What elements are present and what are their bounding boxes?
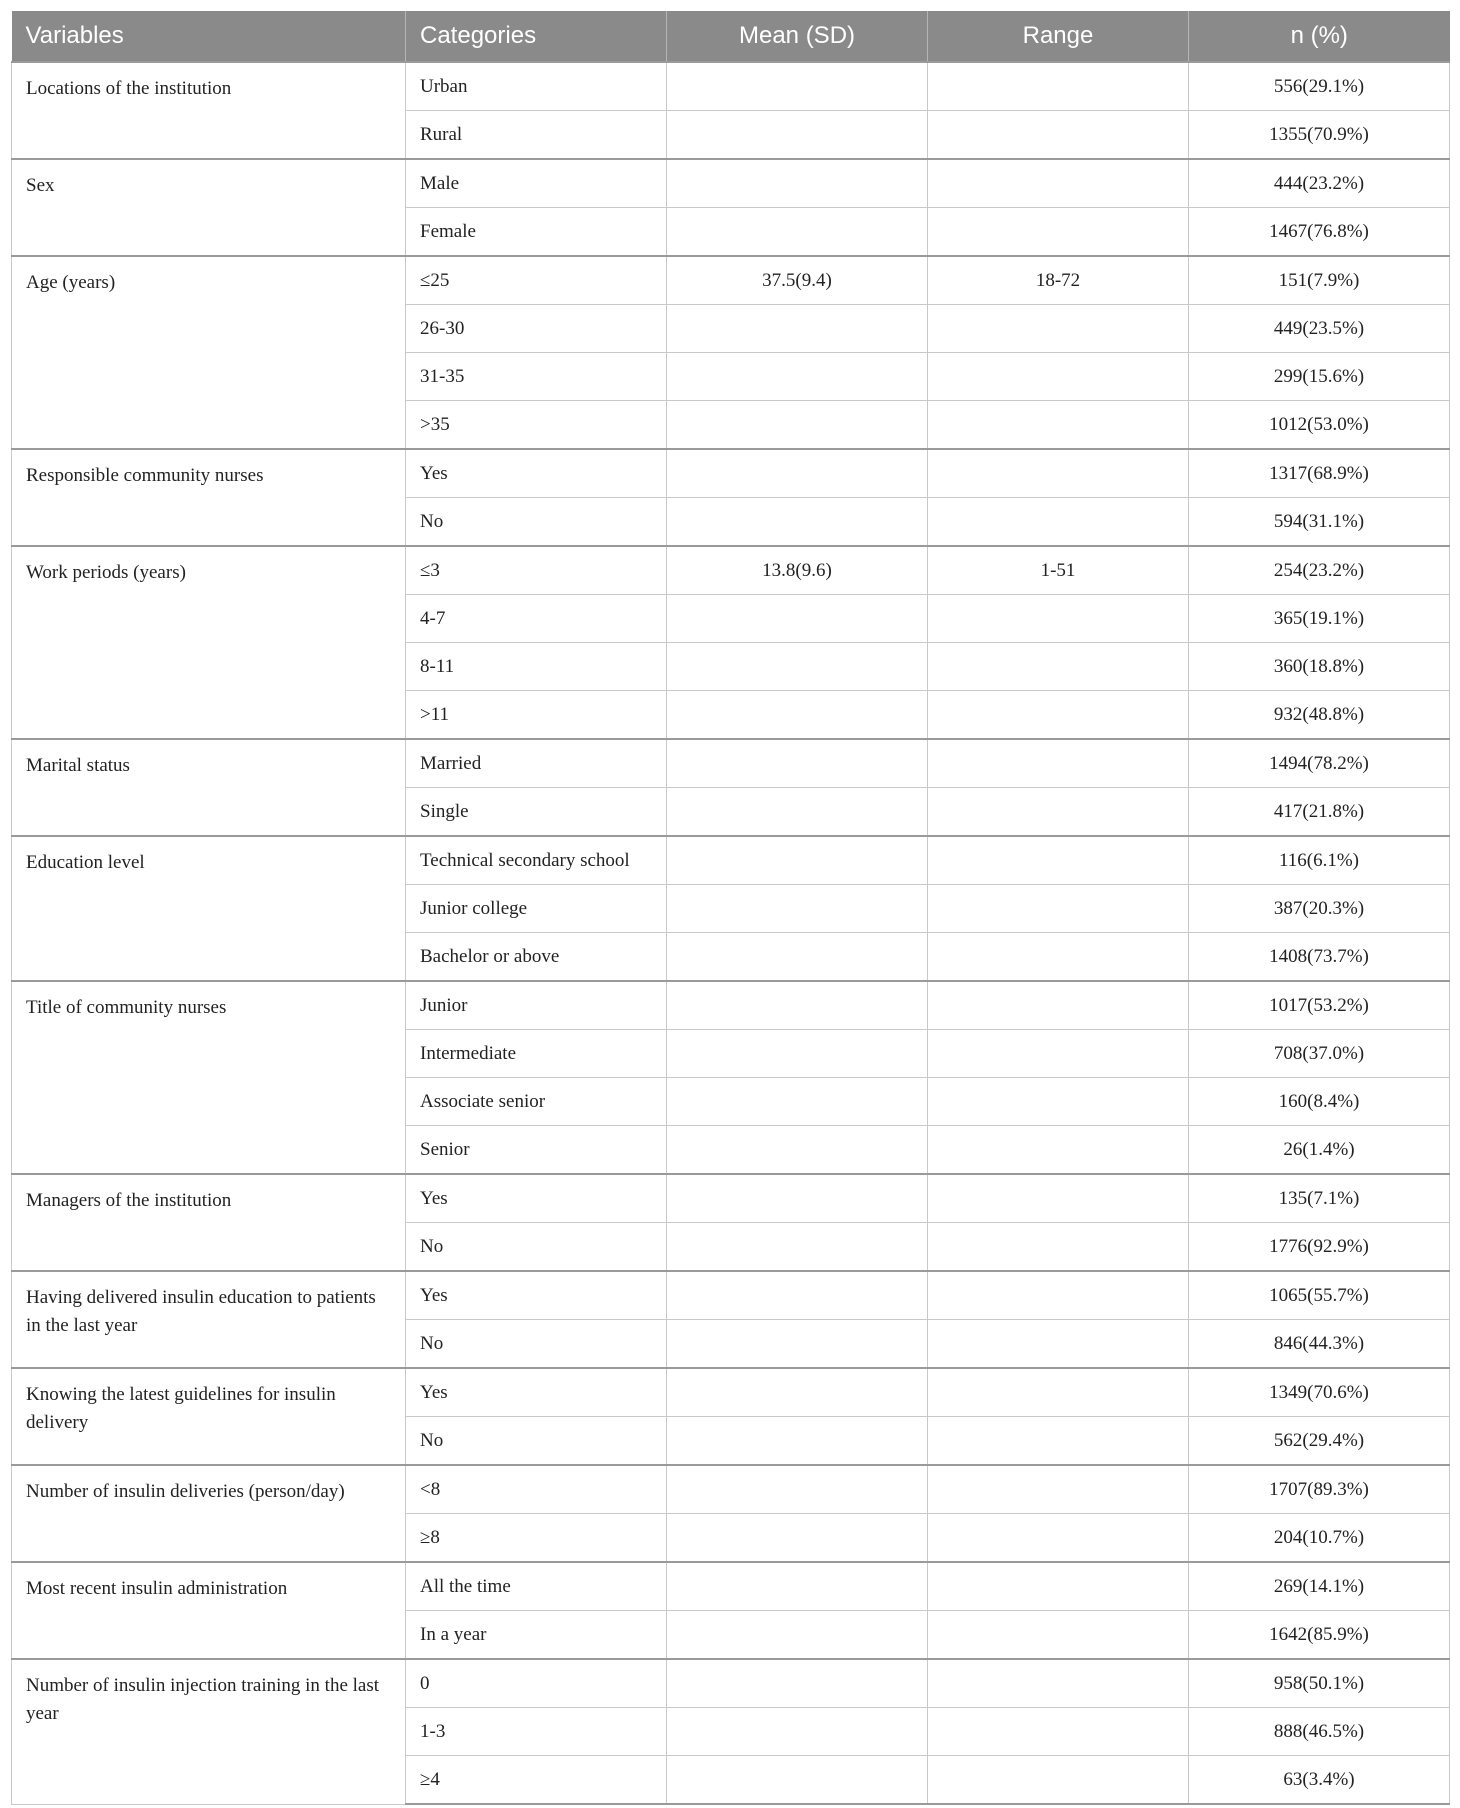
- category-cell: Senior: [406, 1126, 667, 1175]
- category-cell: Urban: [406, 62, 667, 111]
- n-percent-cell: 204(10.7%): [1189, 1514, 1450, 1563]
- n-percent-cell: 958(50.1%): [1189, 1659, 1450, 1708]
- mean-sd-cell: [667, 1126, 928, 1175]
- n-percent-cell: 365(19.1%): [1189, 595, 1450, 643]
- range-cell: [928, 1126, 1189, 1175]
- category-cell: Intermediate: [406, 1030, 667, 1078]
- n-percent-cell: 1642(85.9%): [1189, 1611, 1450, 1660]
- range-cell: [928, 208, 1189, 257]
- n-percent-cell: 299(15.6%): [1189, 353, 1450, 401]
- range-cell: [928, 1659, 1189, 1708]
- category-cell: No: [406, 1417, 667, 1466]
- header-variables: Variables: [12, 11, 406, 62]
- variable-cell: Locations of the institution: [12, 62, 406, 159]
- mean-sd-cell: [667, 885, 928, 933]
- range-cell: [928, 62, 1189, 111]
- category-cell: ≤3: [406, 546, 667, 595]
- n-percent-cell: 1012(53.0%): [1189, 401, 1450, 450]
- range-cell: [928, 353, 1189, 401]
- variable-cell: Title of community nurses: [12, 981, 406, 1174]
- range-cell: [928, 1417, 1189, 1466]
- category-cell: Yes: [406, 1174, 667, 1223]
- n-percent-cell: 1349(70.6%): [1189, 1368, 1450, 1417]
- n-percent-cell: 1317(68.9%): [1189, 449, 1450, 498]
- table-header: [12, 11, 1450, 62]
- n-percent-cell: 160(8.4%): [1189, 1078, 1450, 1126]
- category-cell: ≥4: [406, 1756, 667, 1805]
- n-percent-cell: 387(20.3%): [1189, 885, 1450, 933]
- mean-sd-cell: [667, 111, 928, 160]
- variable-cell: Work periods (years): [12, 546, 406, 739]
- n-percent-cell: 449(23.5%): [1189, 305, 1450, 353]
- mean-sd-cell: [667, 1659, 928, 1708]
- table-row: [12, 546, 1450, 595]
- range-cell: 18-72: [928, 256, 1189, 305]
- n-percent-cell: 417(21.8%): [1189, 788, 1450, 837]
- range-cell: [928, 1368, 1189, 1417]
- table-row: [12, 159, 1450, 208]
- header-categories: Categories: [406, 11, 667, 62]
- variable-cell: Number of insulin deliveries (person/day): [12, 1465, 406, 1562]
- category-cell: Married: [406, 739, 667, 788]
- n-percent-cell: 846(44.3%): [1189, 1320, 1450, 1369]
- mean-sd-cell: [667, 62, 928, 111]
- mean-sd-cell: [667, 353, 928, 401]
- range-cell: [928, 1320, 1189, 1369]
- variable-cell: Knowing the latest guidelines for insulin delivery: [12, 1368, 406, 1465]
- n-percent-cell: 1408(73.7%): [1189, 933, 1450, 982]
- range-cell: [928, 1174, 1189, 1223]
- n-percent-cell: 1467(76.8%): [1189, 208, 1450, 257]
- n-percent-cell: 444(23.2%): [1189, 159, 1450, 208]
- n-percent-cell: 594(31.1%): [1189, 498, 1450, 547]
- mean-sd-cell: [667, 1368, 928, 1417]
- table-row: [12, 739, 1450, 788]
- category-cell: Male: [406, 159, 667, 208]
- mean-sd-cell: [667, 1223, 928, 1272]
- mean-sd-cell: [667, 1514, 928, 1563]
- category-cell: Female: [406, 208, 667, 257]
- table-row: [12, 1562, 1450, 1611]
- mean-sd-cell: [667, 1708, 928, 1756]
- range-cell: [928, 933, 1189, 982]
- category-cell: No: [406, 1223, 667, 1272]
- range-cell: [928, 498, 1189, 547]
- mean-sd-cell: [667, 1756, 928, 1805]
- n-percent-cell: 1494(78.2%): [1189, 739, 1450, 788]
- range-cell: 1-51: [928, 546, 1189, 595]
- category-cell: Yes: [406, 1271, 667, 1320]
- mean-sd-cell: [667, 595, 928, 643]
- n-percent-cell: 1707(89.3%): [1189, 1465, 1450, 1514]
- range-cell: [928, 788, 1189, 837]
- variable-cell: Managers of the institution: [12, 1174, 406, 1271]
- category-cell: 4-7: [406, 595, 667, 643]
- mean-sd-cell: [667, 739, 928, 788]
- n-percent-cell: 932(48.8%): [1189, 691, 1450, 740]
- category-cell: ≥8: [406, 1514, 667, 1563]
- table-body: [12, 62, 1450, 1804]
- n-percent-cell: 269(14.1%): [1189, 1562, 1450, 1611]
- category-cell: >11: [406, 691, 667, 740]
- mean-sd-cell: [667, 1030, 928, 1078]
- category-cell: Single: [406, 788, 667, 837]
- range-cell: [928, 305, 1189, 353]
- table-row: [12, 981, 1450, 1030]
- range-cell: [928, 111, 1189, 160]
- table-row: [12, 256, 1450, 305]
- category-cell: Bachelor or above: [406, 933, 667, 982]
- category-cell: Junior: [406, 981, 667, 1030]
- range-cell: [928, 1611, 1189, 1660]
- category-cell: 26-30: [406, 305, 667, 353]
- range-cell: [928, 885, 1189, 933]
- range-cell: [928, 836, 1189, 885]
- header-mean-sd: Mean (SD): [667, 11, 928, 62]
- mean-sd-cell: [667, 643, 928, 691]
- range-cell: [928, 595, 1189, 643]
- category-cell: No: [406, 498, 667, 547]
- mean-sd-cell: [667, 1562, 928, 1611]
- table-row: [12, 1174, 1450, 1223]
- n-percent-cell: 562(29.4%): [1189, 1417, 1450, 1466]
- category-cell: ≤25: [406, 256, 667, 305]
- mean-sd-cell: [667, 208, 928, 257]
- category-cell: 31-35: [406, 353, 667, 401]
- category-cell: <8: [406, 1465, 667, 1514]
- header-row: [12, 11, 1450, 62]
- mean-sd-cell: [667, 1174, 928, 1223]
- header-n-percent: n (%): [1189, 11, 1450, 62]
- n-percent-cell: 26(1.4%): [1189, 1126, 1450, 1175]
- n-percent-cell: 708(37.0%): [1189, 1030, 1450, 1078]
- range-cell: [928, 1756, 1189, 1805]
- n-percent-cell: 63(3.4%): [1189, 1756, 1450, 1805]
- n-percent-cell: 116(6.1%): [1189, 836, 1450, 885]
- header-range: Range: [928, 11, 1189, 62]
- category-cell: >35: [406, 401, 667, 450]
- mean-sd-cell: [667, 1465, 928, 1514]
- n-percent-cell: 254(23.2%): [1189, 546, 1450, 595]
- mean-sd-cell: [667, 401, 928, 450]
- n-percent-cell: 556(29.1%): [1189, 62, 1450, 111]
- range-cell: [928, 1562, 1189, 1611]
- n-percent-cell: 1065(55.7%): [1189, 1271, 1450, 1320]
- category-cell: 0: [406, 1659, 667, 1708]
- range-cell: [928, 1708, 1189, 1756]
- range-cell: [928, 1223, 1189, 1272]
- category-cell: Junior college: [406, 885, 667, 933]
- n-percent-cell: 151(7.9%): [1189, 256, 1450, 305]
- variable-cell: Having delivered insulin education to patients in the last year: [12, 1271, 406, 1368]
- mean-sd-cell: [667, 691, 928, 740]
- mean-sd-cell: [667, 1078, 928, 1126]
- n-percent-cell: 1017(53.2%): [1189, 981, 1450, 1030]
- mean-sd-cell: [667, 1611, 928, 1660]
- mean-sd-cell: [667, 933, 928, 982]
- variable-cell: Marital status: [12, 739, 406, 836]
- variable-cell: Responsible community nurses: [12, 449, 406, 546]
- n-percent-cell: 1776(92.9%): [1189, 1223, 1450, 1272]
- n-percent-cell: 360(18.8%): [1189, 643, 1450, 691]
- table-row: [12, 449, 1450, 498]
- variable-cell: Age (years): [12, 256, 406, 449]
- mean-sd-cell: [667, 305, 928, 353]
- category-cell: 1-3: [406, 1708, 667, 1756]
- mean-sd-cell: [667, 498, 928, 547]
- range-cell: [928, 691, 1189, 740]
- mean-sd-cell: [667, 159, 928, 208]
- mean-sd-cell: [667, 981, 928, 1030]
- range-cell: [928, 1030, 1189, 1078]
- category-cell: All the time: [406, 1562, 667, 1611]
- variable-cell: Number of insulin injection training in the last year: [12, 1659, 406, 1804]
- table-container: [11, 11, 1449, 1805]
- variable-cell: Education level: [12, 836, 406, 981]
- category-cell: Associate senior: [406, 1078, 667, 1126]
- category-cell: In a year: [406, 1611, 667, 1660]
- table-row: [12, 1659, 1450, 1708]
- mean-sd-cell: [667, 1417, 928, 1466]
- category-cell: 8-11: [406, 643, 667, 691]
- mean-sd-cell: [667, 1320, 928, 1369]
- range-cell: [928, 1078, 1189, 1126]
- range-cell: [928, 159, 1189, 208]
- mean-sd-cell: 13.8(9.6): [667, 546, 928, 595]
- table-row: [12, 1271, 1450, 1320]
- n-percent-cell: 1355(70.9%): [1189, 111, 1450, 160]
- category-cell: Yes: [406, 449, 667, 498]
- range-cell: [928, 401, 1189, 450]
- range-cell: [928, 1514, 1189, 1563]
- category-cell: Rural: [406, 111, 667, 160]
- category-cell: No: [406, 1320, 667, 1369]
- table-row: [12, 1368, 1450, 1417]
- category-cell: Yes: [406, 1368, 667, 1417]
- mean-sd-cell: [667, 1271, 928, 1320]
- mean-sd-cell: 37.5(9.4): [667, 256, 928, 305]
- range-cell: [928, 1271, 1189, 1320]
- variable-cell: Sex: [12, 159, 406, 256]
- n-percent-cell: 888(46.5%): [1189, 1708, 1450, 1756]
- range-cell: [928, 739, 1189, 788]
- range-cell: [928, 1465, 1189, 1514]
- table-row: [12, 62, 1450, 111]
- mean-sd-cell: [667, 836, 928, 885]
- range-cell: [928, 643, 1189, 691]
- category-cell: Technical secondary school: [406, 836, 667, 885]
- variable-cell: Most recent insulin administration: [12, 1562, 406, 1659]
- n-percent-cell: 135(7.1%): [1189, 1174, 1450, 1223]
- table-row: [12, 836, 1450, 885]
- table-row: [12, 1465, 1450, 1514]
- demographics-table: [11, 11, 1450, 1805]
- range-cell: [928, 981, 1189, 1030]
- range-cell: [928, 449, 1189, 498]
- mean-sd-cell: [667, 449, 928, 498]
- mean-sd-cell: [667, 788, 928, 837]
